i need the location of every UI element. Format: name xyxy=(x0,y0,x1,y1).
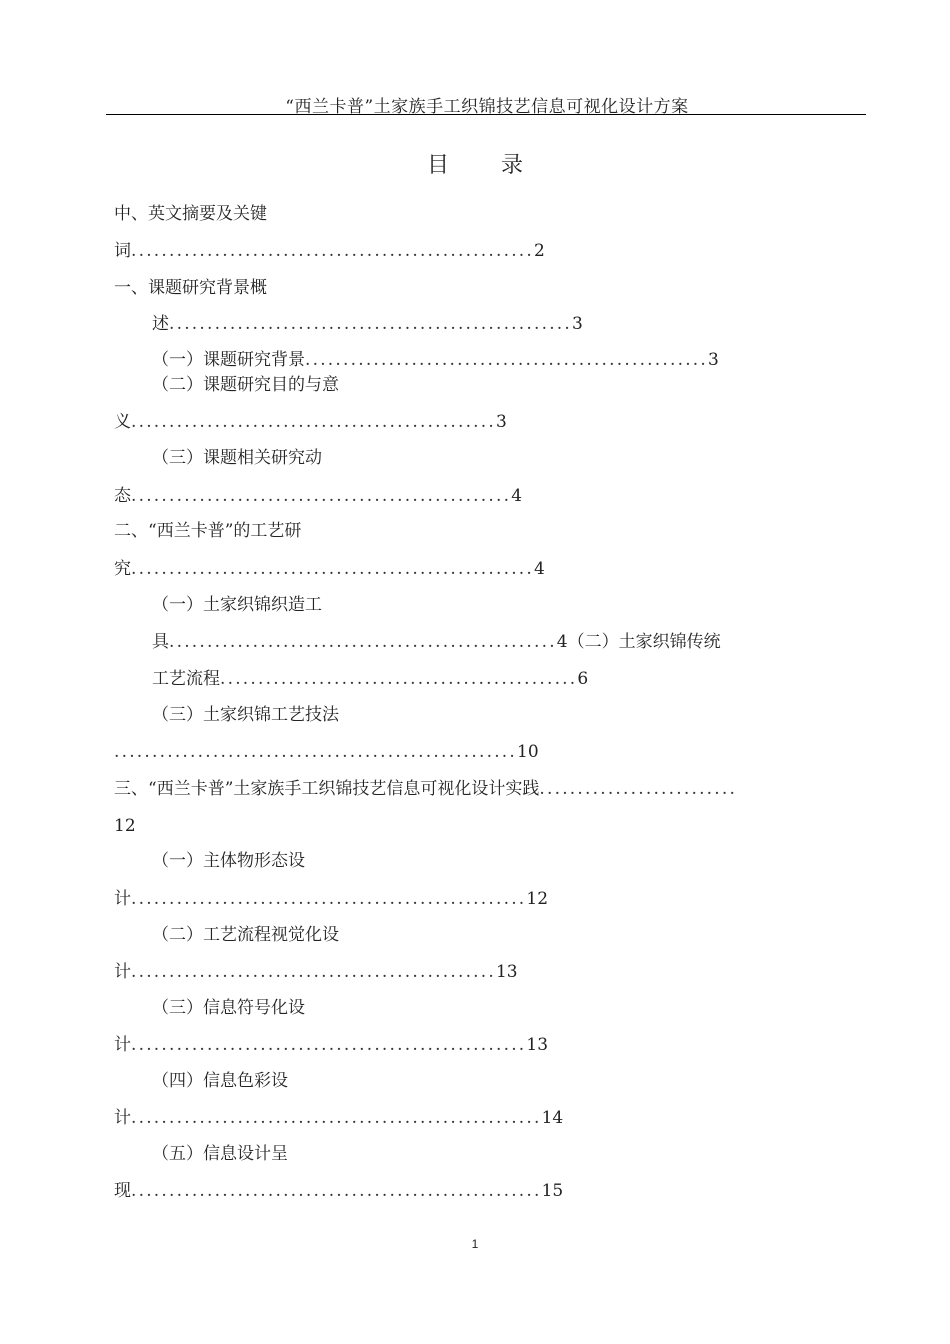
page-num: 3 xyxy=(572,314,583,334)
page-num: 3 xyxy=(708,350,719,370)
toc-entry-1-2[interactable]: （二）课题研究目的与意 xyxy=(152,375,339,395)
toc-entry-3-2-cont[interactable]: 计................................................13 xyxy=(114,962,518,982)
leader-dots: ................................................ xyxy=(131,412,496,432)
toc-entry-3-2[interactable]: （二）工艺流程视觉化设 xyxy=(152,925,339,945)
toc-entry-ch1[interactable]: 一、课题研究背景概 xyxy=(114,278,267,298)
page-num: 14 xyxy=(541,1108,564,1128)
toc-entry-2-1[interactable]: （一）土家织锦织造工 xyxy=(152,595,322,615)
page-num: 4 xyxy=(511,486,523,506)
page-num: 12 xyxy=(526,889,549,909)
leader-dots: .................................................... xyxy=(131,1035,527,1055)
leader-dots: ..................................................... xyxy=(131,559,535,579)
leader-dots: .................................................. xyxy=(131,486,512,506)
leader-dots: .......................... xyxy=(539,779,738,799)
toc-entry-2-1-cont[interactable]: 具...................................................4（二）土家织锦传统 xyxy=(152,632,721,652)
leader-dots: ............................................... xyxy=(220,669,578,689)
page-num: 3 xyxy=(495,412,507,432)
page-num: 12 xyxy=(114,816,136,836)
toc-entry-3-1-cont[interactable]: 计....................................................12 xyxy=(114,889,549,909)
page-num: 6 xyxy=(577,669,589,689)
page-num: 15 xyxy=(541,1181,564,1201)
page-num: 2 xyxy=(534,241,545,261)
toc-entry-abstract-cont[interactable]: 词.....................................................2 xyxy=(114,241,545,261)
toc-entry-2-3[interactable]: （三）土家织锦工艺技法 xyxy=(152,705,339,725)
toc-entry-1-3-cont[interactable]: 态..................................................4 xyxy=(114,486,523,506)
toc-entry-3-3-cont[interactable]: 计....................................................13 xyxy=(114,1035,549,1055)
toc-entry-3-3[interactable]: （三）信息符号化设 xyxy=(152,998,305,1018)
toc-entry-ch2[interactable]: 二、“西兰卡普”的工艺研 xyxy=(114,521,302,541)
page-title xyxy=(0,148,950,179)
leader-dots: ..................................................... xyxy=(114,742,518,762)
page-num: 10 xyxy=(517,742,539,762)
toc-entry-ch2-cont[interactable]: 究.....................................................4 xyxy=(114,559,545,579)
leader-dots: .................................................... xyxy=(131,889,527,909)
leader-dots: ..................................................... xyxy=(169,314,573,334)
toc-entry-1-1[interactable]: （一）课题研究背景.....................................................3 xyxy=(152,350,719,370)
page-num: 4 xyxy=(556,632,568,652)
title-left: 目 xyxy=(426,153,449,178)
toc-entry-2-2-cont[interactable]: 工艺流程...............................................6 xyxy=(152,669,589,689)
toc-entry-abstract[interactable]: 中、英文摘要及关键 xyxy=(114,204,267,224)
toc-entry-2-3-cont[interactable] xyxy=(114,741,539,763)
toc-entry-ch3[interactable]: 三、“西兰卡普”土家族手工织锦技艺信息可视化设计实践.......................... xyxy=(114,779,738,799)
title-right: 录 xyxy=(501,153,524,178)
leader-dots: ...................................................... xyxy=(131,1108,542,1128)
toc-entry-3-4-cont[interactable]: 计......................................................14 xyxy=(114,1108,564,1128)
toc-entry-ch3-page[interactable] xyxy=(114,815,136,837)
running-header: “西兰卡普”土家族手工织锦技艺信息可视化设计方案 xyxy=(285,97,689,117)
toc-entry-2-2[interactable]: （二）土家织锦传统 xyxy=(567,632,721,652)
toc-entry-ch1-cont[interactable]: 述.....................................................3 xyxy=(152,314,583,334)
toc-entry-3-5[interactable]: （五）信息设计呈 xyxy=(152,1144,288,1164)
page-num: 13 xyxy=(526,1035,549,1055)
leader-dots: ................................................... xyxy=(169,632,557,652)
toc-entry-1-3[interactable]: （三）课题相关研究动 xyxy=(152,448,322,468)
toc-entry-1-2-cont[interactable]: 义................................................3 xyxy=(114,412,507,432)
page-num: 13 xyxy=(495,962,518,982)
header-rule xyxy=(106,114,866,115)
leader-dots: ...................................................... xyxy=(131,1181,542,1201)
toc-entry-3-5-cont[interactable]: 现......................................................15 xyxy=(114,1181,564,1201)
page-number: 1 xyxy=(471,1237,479,1251)
page-num: 4 xyxy=(534,559,545,579)
leader-dots: ..................................................... xyxy=(305,350,709,370)
leader-dots: ................................................ xyxy=(131,962,496,982)
toc-entry-3-1[interactable]: （一）主体物形态设 xyxy=(152,851,305,871)
leader-dots: ..................................................... xyxy=(131,241,535,261)
toc-entry-3-4[interactable]: （四）信息色彩设 xyxy=(152,1071,288,1091)
